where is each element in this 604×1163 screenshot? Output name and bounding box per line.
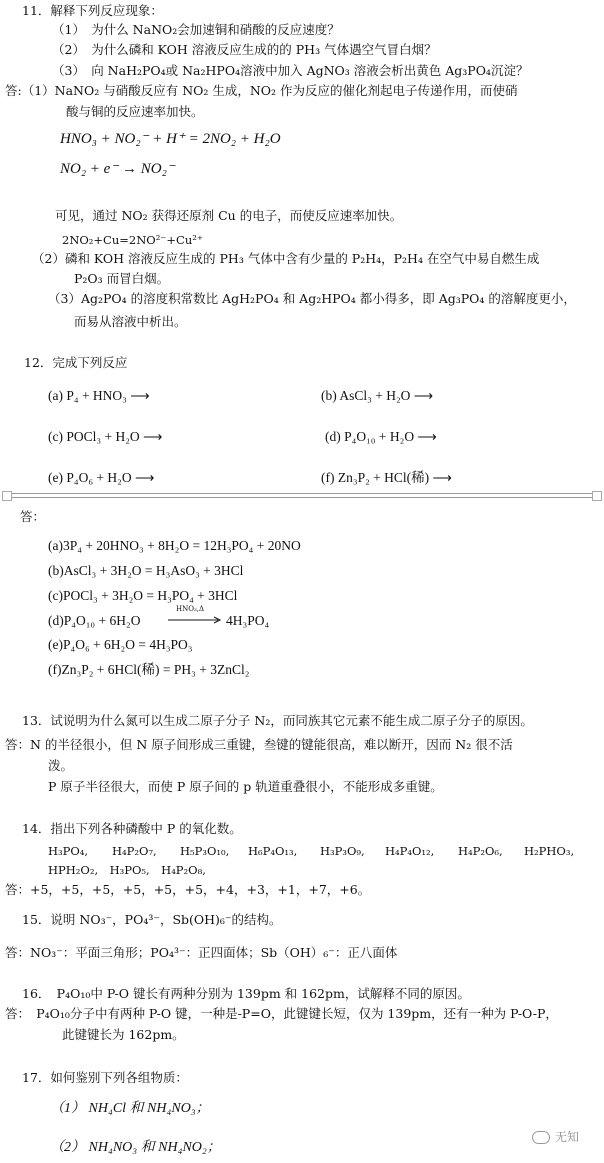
q15-answer: 答：NO₃⁻：平面三角形；PO₄³⁻：正四面体；Sb（OH）₆⁻：正八面体 <box>5 945 398 960</box>
q12-answer-a: (a)3P₄ + 20HNO₃ + 8H₂O = 12H₃PO₄ + 20NO <box>48 538 301 553</box>
q14-acid-3: H₅P₃O₁₀, <box>180 844 230 858</box>
q16-answer-1: 答： P₄O₁₀分子中有两种 P-O 键，一种是-P=O，此键键长短，仅为 139pm，还有一种为 P-O-P， <box>5 1006 558 1021</box>
watermark-text: 无知 <box>555 1130 580 1144</box>
q14-acid-4: H₆P₄O₁₃, <box>248 844 298 858</box>
q11-item-2: （2） 为什么磷和 KOH 溶液反应生成的的 PH₃ 气体遇空气冒白烟？ <box>52 42 437 57</box>
q14-acid-1: H₃PO₄, <box>48 844 89 858</box>
q11-equation-1: HNO₃ + NO₂⁻ + H⁺ = 2NO₂ + H₂O <box>60 131 281 147</box>
q11-answer-3b: 而易从溶液中析出。 <box>74 314 187 329</box>
page-break <box>0 493 604 499</box>
q11-answer-1a: 答:（1）NaNO₂ 与硝酸反应有 NO₂ 生成，NO₂ 作为反应的催化剂起电子传递作用，而使硝 <box>5 83 518 98</box>
q13-answer-1: 答：N 的半径很小，但 N 原子间形成三重键，叁键的键能很高，难以断开，因而 N₂ 很不活 <box>5 737 513 752</box>
q14-acid-7: H₄P₂O₆, <box>458 844 503 858</box>
q12-reaction-a: (a) P₄ + HNO₃ ⟶ <box>48 388 150 403</box>
q11-equation-2: NO₂ + e⁻ → NO₂⁻ <box>60 161 175 177</box>
q12-reaction-f: (f) Zn₃P₂ + HCl(稀) ⟶ <box>321 470 452 485</box>
q12-answer-label: 答： <box>20 509 46 524</box>
q17-title: 17．如何鉴别下列各组物质： <box>22 1070 188 1085</box>
q12-answer-c: (c)POCl₃ + 3H₂O = H₃PO₄ + 3HCl <box>48 588 238 603</box>
q17-item-1: （1） NH₄Cl 和 NH₄NO₃； <box>50 1101 210 1116</box>
q14-answer: 答：+5，+5，+5，+5，+5，+5，+4，+3，+1，+7，+6。 <box>5 882 371 897</box>
q12-answer-e: (e)P₄O₆ + 6H₂O = 4H₃PO₃ <box>48 637 193 652</box>
q14-acid-2: H₄P₂O₇, <box>112 844 157 858</box>
q11-title: 11．解释下列反应现象： <box>22 3 163 18</box>
q14-acid-6: H₄P₄O₁₂, <box>385 844 435 858</box>
q14-acid-5: H₃P₃O₉, <box>320 844 365 858</box>
q12-reaction-b: (b) AsCl₃ + H₂O ⟶ <box>321 388 434 403</box>
q16-answer-2: 此键键长为 162pm。 <box>62 1027 185 1042</box>
q15-title: 15．说明 NO₃⁻，PO₄³⁻，Sb(OH)₆⁻的结构。 <box>22 912 282 927</box>
q12-answer-d-condition: HNO₃,Δ <box>176 605 205 613</box>
q12-answer-f: (f)Zn₃P₂ + 6HCl(稀) = PH₃ + 3ZnCl₂ <box>48 662 250 677</box>
q12-answer-d: (d)P₄O₁₀ + 6H₂O <box>48 613 141 628</box>
q11-answer-2a: （2）磷和 KOH 溶液反应生成的 PH₃ 气体中含有少量的 P₂H₄，P₂H₄ 在空气中易自燃生成 <box>32 251 540 266</box>
q13-title: 13．试说明为什么氮可以生成二原子分子 N₂，而同族其它元素不能生成二原子分子的原因。 <box>22 713 533 728</box>
watermark <box>532 1128 579 1145</box>
q14-acids-line-2: HPH₂O₂, H₃PO₅, H₄P₂O₈, <box>48 863 206 877</box>
q16-title: 16． P₄O₁₀中 P-O 键长有两种分别为 139pm 和 162pm，试解释不同的原因。 <box>22 986 470 1001</box>
q11-note: 可见，通过 NO₂ 获得还原剂 Cu 的电子，而使反应速率加快。 <box>55 208 403 223</box>
q11-answer-3a: （3）Ag₂PO₄ 的溶度积常数比 AgH₂PO₄ 和 Ag₂HPO₄ 都小得多，即 Ag₃PO₄ 的溶解度更小， <box>48 291 576 306</box>
q11-item-3: （3） 向 NaH₂PO₄或 Na₂HPO₄溶液中加入 AgNO₃ 溶液会析出黄色 Ag₃PO₄沉淀？ <box>52 63 529 78</box>
q11-answer-1b: 酸与铜的反应速率加快。 <box>66 104 204 119</box>
reaction-arrow-icon <box>168 612 222 620</box>
q17-item-2: （2） NH₄NO₃ 和 NH₄NO₂； <box>50 1140 221 1155</box>
q14-acid-8: H₂PHO₃, <box>524 844 575 858</box>
q11-answer-2b: P₂O₃ 而冒白烟。 <box>74 271 170 286</box>
q12-title: 12．完成下列反应 <box>24 355 128 370</box>
q12-reaction-d: (d) P₄O₁₀ + H₂O ⟶ <box>325 429 437 444</box>
q14-title: 14．指出下列各种磷酸中 P 的氧化数。 <box>22 821 242 836</box>
q12-reaction-e: (e) P₄O₆ + H₂O ⟶ <box>48 470 155 485</box>
q11-item-1: （1） 为什么 NaNO₂会加速铜和硝酸的反应速度？ <box>52 22 340 37</box>
chat-bubble-icon <box>532 1131 550 1144</box>
q13-answer-2: 泼。 <box>48 758 74 773</box>
q11-equation-3: 2NO₂+Cu=2NO²⁻+Cu²⁺ <box>62 233 203 247</box>
q12-answer-d-product: 4H₃PO₄ <box>226 613 270 628</box>
q12-reaction-c: (c) POCl₃ + H₂O ⟶ <box>48 429 163 444</box>
q12-answer-b: (b)AsCl₃ + 3H₂O = H₃AsO₃ + 3HCl <box>48 563 244 578</box>
q13-answer-3: P 原子半径很大，而使 P 原子间的 p 轨道重叠很小，不能形成多重键。 <box>48 779 443 794</box>
